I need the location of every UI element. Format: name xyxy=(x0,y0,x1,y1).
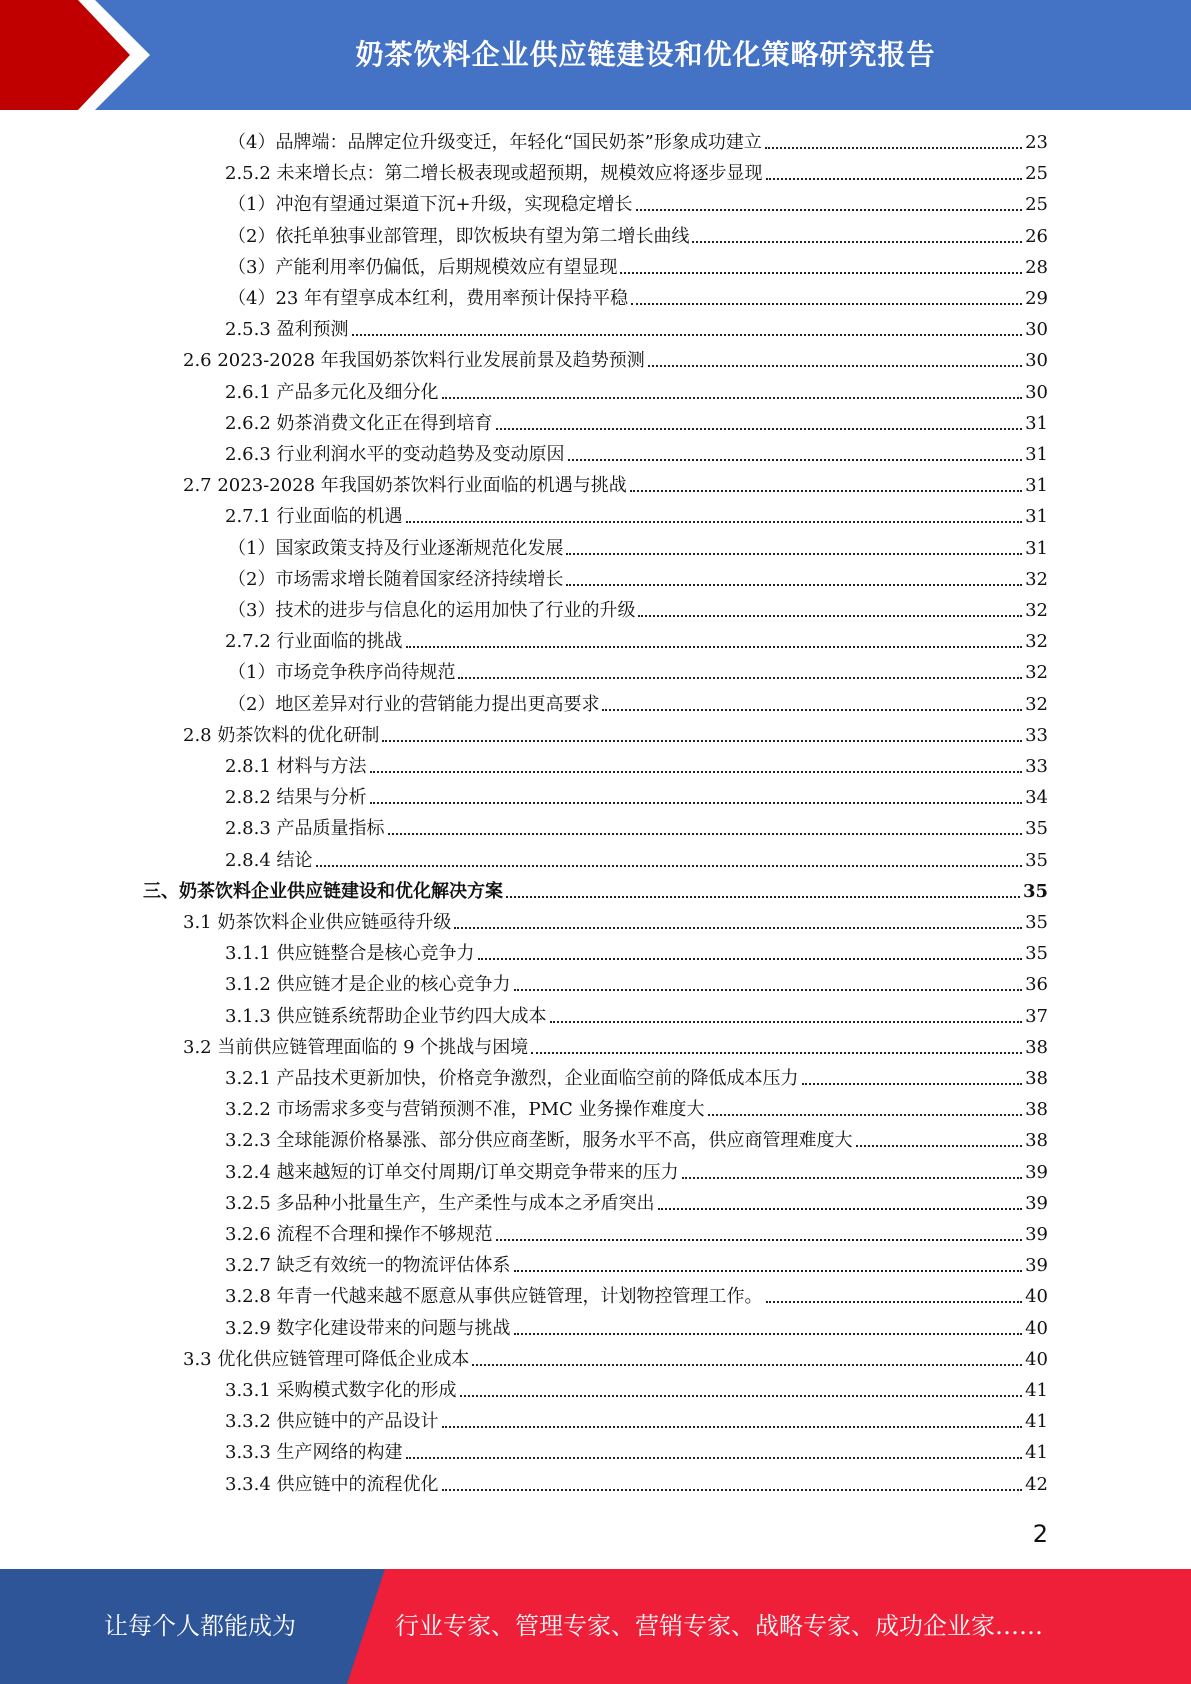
toc-entry-page: 39 xyxy=(1025,1255,1048,1276)
toc-entry-title: 3.3.1 采购模式数字化的形成 xyxy=(225,1380,457,1401)
toc-leader-dots xyxy=(638,615,1022,617)
toc-entry-title: 2.6.3 行业利润水平的变动趋势及变动原因 xyxy=(225,444,565,465)
toc-entry[interactable] xyxy=(225,939,1048,965)
toc-entry[interactable] xyxy=(225,1251,1048,1277)
toc-leader-dots xyxy=(550,1021,1023,1023)
toc-entry[interactable] xyxy=(225,1064,1048,1090)
toc-leader-dots xyxy=(682,1177,1023,1179)
toc-entry[interactable] xyxy=(143,877,1048,903)
toc-entry-title: 3.2.5 多品种小批量生产，生产柔性与成本之矛盾突出 xyxy=(225,1193,655,1214)
toc-leader-dots xyxy=(406,646,1023,648)
toc-entry[interactable] xyxy=(228,565,1048,591)
toc-entry-page: 38 xyxy=(1025,1130,1048,1151)
toc-entry-page: 41 xyxy=(1025,1442,1048,1463)
toc-entry-page: 40 xyxy=(1025,1349,1048,1370)
toc-leader-dots xyxy=(352,334,1023,336)
toc-entry-title: 2.6 2023-2028 年我国奶茶饮料行业发展前景及趋势预测 xyxy=(183,350,645,371)
toc-entry-page: 35 xyxy=(1025,818,1048,839)
toc-entry-title: （2）市场需求增长随着国家经济持续增长 xyxy=(228,569,564,590)
toc-leader-dots xyxy=(382,740,1022,742)
toc-entry-page: 25 xyxy=(1025,163,1048,184)
toc-entry[interactable] xyxy=(225,1314,1048,1340)
toc-entry-page: 32 xyxy=(1025,662,1048,683)
toc-entry[interactable] xyxy=(225,814,1048,840)
toc-entry-title: 3.3.4 供应链中的流程优化 xyxy=(225,1474,439,1495)
toc-entry-title: 2.8 奶茶饮料的优化研制 xyxy=(183,725,380,746)
toc-entry-page: 39 xyxy=(1025,1193,1048,1214)
toc-entry-title: 3.2.3 全球能源价格暴涨、部分供应商垄断，服务水平不高，供应商管理难度大 xyxy=(225,1130,853,1151)
toc-entry-page: 39 xyxy=(1025,1162,1048,1183)
toc-entry-page: 37 xyxy=(1025,1006,1048,1027)
toc-entry-title: 2.8.1 材料与方法 xyxy=(225,756,367,777)
toc-entry-title: （2）地区差异对行业的营销能力提出更高要求 xyxy=(228,694,600,715)
toc-entry[interactable] xyxy=(228,284,1048,310)
toc-entry[interactable] xyxy=(225,846,1048,872)
toc-entry[interactable] xyxy=(228,596,1048,622)
toc-entry[interactable] xyxy=(228,658,1048,684)
toc-entry-title: 2.6.2 奶茶消费文化正在得到培育 xyxy=(225,413,493,434)
toc-entry[interactable] xyxy=(225,315,1048,341)
toc-entry-title: 3.3 优化供应链管理可降低企业成本 xyxy=(183,1349,470,1370)
toc-entry[interactable] xyxy=(183,346,1048,372)
toc-entry[interactable] xyxy=(225,1376,1048,1402)
toc-leader-dots xyxy=(458,677,1022,679)
toc-entry[interactable] xyxy=(228,534,1048,560)
footer-slogan-left: 让每个人都能成为 xyxy=(104,1612,296,1640)
toc-entry[interactable] xyxy=(225,627,1048,653)
toc-leader-dots xyxy=(648,365,1022,367)
toc-leader-dots xyxy=(568,459,1023,461)
toc-entry[interactable] xyxy=(225,502,1048,528)
toc-entry-title: 3.1 奶茶饮料企业供应链亟待升级 xyxy=(183,912,452,933)
toc-entry-page: 38 xyxy=(1025,1099,1048,1120)
toc-leader-dots xyxy=(765,147,1022,149)
document-title: 奶茶饮料企业供应链建设和优化策略研究报告 xyxy=(355,38,936,71)
toc-leader-dots xyxy=(692,241,1022,243)
toc-entry-page: 30 xyxy=(1025,382,1048,403)
toc-entry-title: （2）依托单独事业部管理，即饮板块有望为第二增长曲线 xyxy=(228,226,690,247)
toc-entry[interactable] xyxy=(225,1407,1048,1433)
toc-leader-dots xyxy=(370,802,1023,804)
toc-leader-dots xyxy=(802,1083,1023,1085)
toc-leader-dots xyxy=(630,490,1022,492)
toc-entry-title: 2.5.2 未来增长点：第二增长极表现或超预期，规模效应将逐步显现 xyxy=(225,163,763,184)
toc-entry-title: 3.3.3 生产网络的构建 xyxy=(225,1442,403,1463)
toc-leader-dots xyxy=(636,209,1023,211)
toc-entry-page: 32 xyxy=(1025,569,1048,590)
toc-leader-dots xyxy=(496,1239,1023,1241)
toc-entry-title: （1）国家政策支持及行业逐渐规范化发展 xyxy=(228,538,564,559)
toc-entry-title: 3.3.2 供应链中的产品设计 xyxy=(225,1411,439,1432)
corner-arrow-graphic xyxy=(0,0,160,110)
toc-entry-title: （1）冲泡有望通过渠道下沉+升级，实现稳定增长 xyxy=(228,194,633,215)
toc-entry[interactable] xyxy=(225,1126,1048,1152)
toc-entry[interactable] xyxy=(183,471,1048,497)
toc-entry-page: 31 xyxy=(1025,475,1048,496)
toc-entry[interactable] xyxy=(228,222,1048,248)
toc-entry[interactable] xyxy=(228,128,1048,154)
toc-entry-page: 41 xyxy=(1025,1411,1048,1432)
toc-entry-page: 33 xyxy=(1025,756,1048,777)
toc-entry-page: 35 xyxy=(1025,850,1048,871)
toc-entry-title: 2.6.1 产品多元化及细分化 xyxy=(225,382,439,403)
toc-entry-title: 2.5.3 盈利预测 xyxy=(225,319,349,340)
toc-entry-page: 41 xyxy=(1025,1380,1048,1401)
toc-leader-dots xyxy=(506,896,1020,898)
toc-entry-title: 3.1.3 供应链系统帮助企业节约四大成本 xyxy=(225,1006,547,1027)
toc-entry-page: 30 xyxy=(1025,319,1048,340)
toc-entry-title: 2.8.4 结论 xyxy=(225,850,313,871)
toc-leader-dots xyxy=(406,1457,1023,1459)
toc-entry[interactable] xyxy=(225,1002,1048,1028)
toc-entry[interactable] xyxy=(228,190,1048,216)
toc-entry[interactable] xyxy=(228,253,1048,279)
toc-leader-dots xyxy=(496,428,1023,430)
toc-leader-dots xyxy=(442,1489,1023,1491)
toc-entry-title: 3.2 当前供应链管理面临的 9 个挑战与困境 xyxy=(183,1037,529,1058)
toc-entry-page: 32 xyxy=(1025,600,1048,621)
toc-entry-page: 38 xyxy=(1025,1068,1048,1089)
toc-entry-page: 23 xyxy=(1025,132,1048,153)
toc-entry-page: 38 xyxy=(1025,1037,1048,1058)
toc-leader-dots xyxy=(454,927,1022,929)
toc-entry-page: 35 xyxy=(1022,881,1048,902)
toc-entry-title: 3.2.7 缺乏有效统一的物流评估体系 xyxy=(225,1255,511,1276)
toc-entry-title: 2.7.1 行业面临的机遇 xyxy=(225,506,403,527)
toc-leader-dots xyxy=(370,771,1023,773)
toc-entry-page: 34 xyxy=(1025,787,1048,808)
toc-leader-dots xyxy=(460,1395,1023,1397)
toc-entry-title: 2.8.3 产品质量指标 xyxy=(225,818,385,839)
toc-entry[interactable] xyxy=(225,752,1048,778)
toc-entry-page: 39 xyxy=(1025,1224,1048,1245)
toc-leader-dots xyxy=(766,1301,1023,1303)
toc-leader-dots xyxy=(631,303,1022,305)
toc-entry-title: 3.2.6 流程不合理和操作不够规范 xyxy=(225,1224,493,1245)
toc-entry-title: （4）品牌端：品牌定位升级变迁，年轻化“国民奶茶”形象成功建立 xyxy=(228,132,762,153)
toc-entry-page: 36 xyxy=(1025,974,1048,995)
toc-entry-title: 3.2.1 产品技术更新加快，价格竞争激烈，企业面临空前的降低成本压力 xyxy=(225,1068,799,1089)
toc-leader-dots xyxy=(388,833,1023,835)
toc-entry-title: 2.8.2 结果与分析 xyxy=(225,787,367,808)
toc-leader-dots xyxy=(406,521,1023,523)
toc-entry-title: 3.1.2 供应链才是企业的核心竞争力 xyxy=(225,974,511,995)
toc-entry-page: 30 xyxy=(1025,350,1048,371)
toc-leader-dots xyxy=(856,1145,1023,1147)
toc-entry-title: （1）市场竞争秩序尚待规范 xyxy=(228,662,456,683)
toc-entry-title: （4）23 年有望享成本红利，费用率预计保持平稳 xyxy=(228,288,629,309)
toc-entry-page: 40 xyxy=(1025,1318,1048,1339)
toc-entry[interactable] xyxy=(225,409,1048,435)
toc-entry-page: 31 xyxy=(1025,444,1048,465)
toc-entry-page: 25 xyxy=(1025,194,1048,215)
toc-leader-dots xyxy=(442,397,1023,399)
toc-entry[interactable] xyxy=(183,721,1048,747)
footer-slogan-right: 行业专家、管理专家、营销专家、战略专家、成功企业家…… xyxy=(395,1612,1043,1640)
toc-leader-dots xyxy=(472,1364,1022,1366)
toc-entry-page: 31 xyxy=(1025,538,1048,559)
toc-entry-page: 29 xyxy=(1025,288,1048,309)
toc-entry[interactable] xyxy=(225,159,1048,185)
toc-entry[interactable] xyxy=(183,1345,1048,1371)
toc-leader-dots xyxy=(566,584,1022,586)
toc-entry-page: 31 xyxy=(1025,506,1048,527)
toc-leader-dots xyxy=(766,178,1023,180)
toc-entry-title: 3.2.2 市场需求多变与营销预测不准，PMC 业务操作难度大 xyxy=(225,1099,705,1120)
toc-entry[interactable] xyxy=(228,690,1048,716)
toc-entry-title: 三、奶茶饮料企业供应链建设和优化解决方案 xyxy=(143,881,503,902)
toc-entry-page: 42 xyxy=(1025,1474,1048,1495)
toc-entry[interactable] xyxy=(225,970,1048,996)
toc-entry[interactable] xyxy=(225,1282,1048,1308)
toc-leader-dots xyxy=(514,1333,1023,1335)
toc-entry[interactable] xyxy=(225,1095,1048,1121)
toc-entry-page: 35 xyxy=(1025,912,1048,933)
toc-entry[interactable] xyxy=(225,1158,1048,1184)
toc-entry[interactable] xyxy=(225,1220,1048,1246)
toc-leader-dots xyxy=(514,989,1023,991)
toc-leader-dots xyxy=(316,865,1023,867)
toc-leader-dots xyxy=(602,709,1022,711)
toc-entry-title: 2.7 2023-2028 年我国奶茶饮料行业面临的机遇与挑战 xyxy=(183,475,627,496)
toc-leader-dots xyxy=(708,1114,1023,1116)
toc-entry[interactable] xyxy=(225,1470,1048,1496)
toc-entry-page: 33 xyxy=(1025,725,1048,746)
toc-leader-dots xyxy=(566,553,1022,555)
toc-entry[interactable] xyxy=(225,440,1048,466)
page-footer xyxy=(0,1569,1191,1684)
toc-entry-title: （3）产能利用率仍偏低，后期规模效应有望显现 xyxy=(228,257,618,278)
toc-entry-page: 28 xyxy=(1025,257,1048,278)
toc-leader-dots xyxy=(620,272,1022,274)
toc-entry-page: 32 xyxy=(1025,631,1048,652)
toc-leader-dots xyxy=(658,1208,1023,1210)
toc-entry[interactable] xyxy=(225,378,1048,404)
toc-entry[interactable] xyxy=(225,783,1048,809)
toc-entry[interactable] xyxy=(225,1438,1048,1464)
toc-entry[interactable] xyxy=(225,1189,1048,1215)
toc-entry-page: 32 xyxy=(1025,694,1048,715)
toc-leader-dots xyxy=(478,958,1023,960)
toc-entry-title: 2.7.2 行业面临的挑战 xyxy=(225,631,403,652)
toc-entry-title: 3.2.4 越来越短的订单交付周期/订单交期竞争带来的压力 xyxy=(225,1162,679,1183)
toc-entry-page: 40 xyxy=(1025,1286,1048,1307)
toc-entry-title: （3）技术的进步与信息化的运用加快了行业的升级 xyxy=(228,600,636,621)
toc-entry-page: 35 xyxy=(1025,943,1048,964)
page-number: 2 xyxy=(1032,1520,1048,1548)
toc-entry-title: 3.1.1 供应链整合是核心竞争力 xyxy=(225,943,475,964)
toc-leader-dots xyxy=(442,1426,1023,1428)
toc-entry-page: 26 xyxy=(1025,226,1048,247)
page-header xyxy=(0,0,1191,110)
toc-entry[interactable] xyxy=(183,1033,1048,1059)
toc-entry-title: 3.2.8 年青一代越来越不愿意从事供应链管理，计划物控管理工作。 xyxy=(225,1286,763,1307)
toc-leader-dots xyxy=(514,1270,1023,1272)
toc-entry-page: 31 xyxy=(1025,413,1048,434)
toc-entry-title: 3.2.9 数字化建设带来的问题与挑战 xyxy=(225,1318,511,1339)
toc-leader-dots xyxy=(531,1052,1022,1054)
toc-entry[interactable] xyxy=(183,908,1048,934)
